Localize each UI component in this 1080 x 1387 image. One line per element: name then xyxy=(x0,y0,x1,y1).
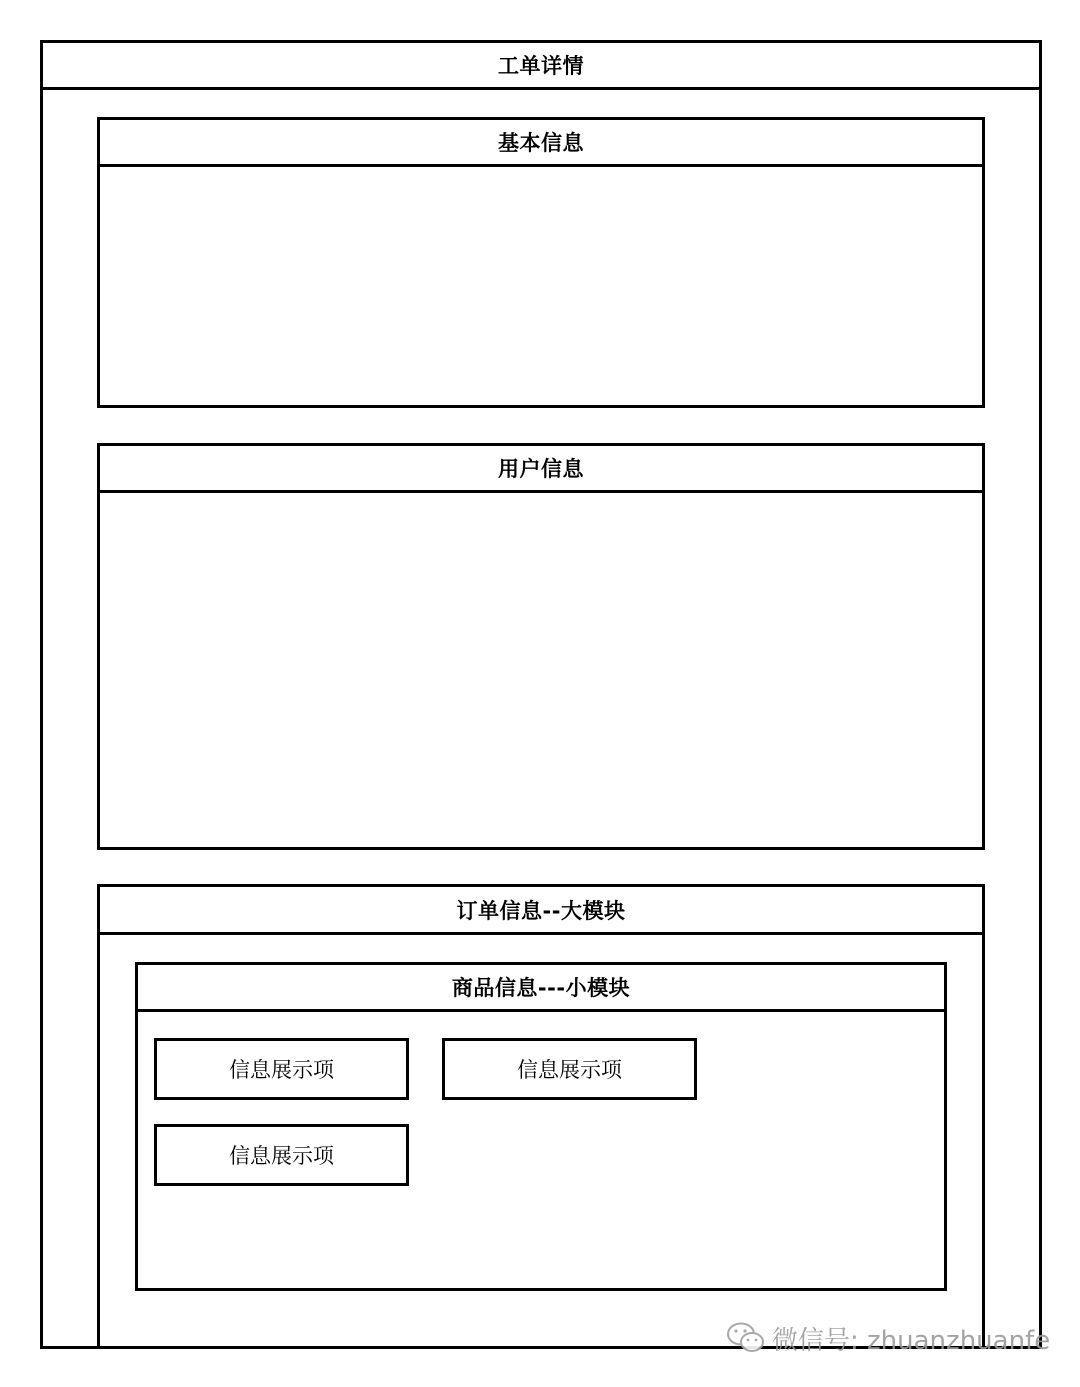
watermark xyxy=(726,1318,1050,1358)
goods-info-title: 商品信息---小模块 xyxy=(138,965,944,1012)
basic-info-module xyxy=(97,117,985,408)
basic-info-title: 基本信息 xyxy=(100,120,982,167)
user-info-module xyxy=(97,443,985,850)
order-info-title: 订单信息--大模块 xyxy=(100,887,982,935)
work-order-detail-title: 工单详情 xyxy=(43,43,1039,90)
info-display-item: 信息展示项 xyxy=(442,1038,697,1100)
info-display-item: 信息展示项 xyxy=(154,1124,409,1186)
info-display-item: 信息展示项 xyxy=(154,1038,409,1100)
user-info-title: 用户信息 xyxy=(100,446,982,493)
watermark-text: 微信号: zhuanzhuanfe xyxy=(772,1325,1051,1356)
wechat-icon xyxy=(726,1321,766,1355)
